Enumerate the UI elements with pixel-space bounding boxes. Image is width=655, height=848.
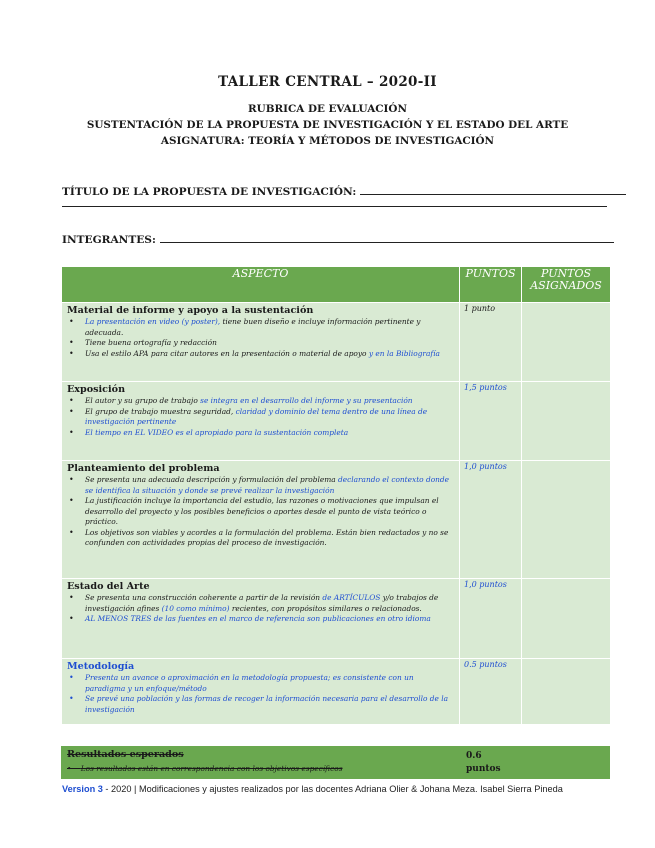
list-item: • Se prevé una población y las formas de recoger la información necesaria para el desarrollo de la investigación <box>67 694 454 715</box>
aspect-cell <box>62 579 460 659</box>
results-title: Resultados esperados <box>67 749 184 760</box>
results-item: • Los resultados están en correspondencia con los objetivos específicos <box>67 764 343 773</box>
points-cell: 1,0 puntos <box>460 579 522 659</box>
aspect-title: Planteamiento del problema <box>67 463 220 474</box>
members-field[interactable] <box>62 233 614 246</box>
version-label: Version 3 <box>62 784 103 794</box>
list-item: • Se presenta una construcción coherente a partir de la revisión de ARTÍCULOS y/o trabajos de investigación afines (10 como mínimo) recientes, con propósitos similares o relacionados. <box>67 593 454 614</box>
list-item: • Tiene buena ortografía y redacción <box>67 338 454 349</box>
assigned-points-cell[interactable] <box>522 382 611 461</box>
list-item: • La justificación incluye la importancia del estudio, las razones o motivaciones que impulsan el desarrollo del proyecto y los posibles beneficios o aportes desde el punto de vista teórico o práctico. <box>67 496 454 528</box>
list-item: • AL MENOS TRES de las fuentes en el marco de referencia son publicaciones en otro idioma <box>67 614 454 625</box>
list-item: • Presenta un avance o aproximación en la metodología propuesta; es consistente con un paradigma y un enfoque/método <box>67 673 454 694</box>
rubric-subtitle: SUSTENTACIÓN DE LA PROPUESTA DE INVESTIGACIÓN Y EL ESTADO DEL ARTE <box>86 119 569 131</box>
aspect-cell <box>62 659 460 725</box>
points-cell: 0.5 puntos <box>460 659 522 725</box>
proposal-title-field[interactable] <box>62 185 626 198</box>
footer-note <box>62 783 612 795</box>
rubric-table <box>61 266 611 725</box>
aspect-cell <box>62 382 460 461</box>
assigned-points-cell[interactable] <box>522 579 611 659</box>
members-label: INTEGRANTES: <box>62 234 156 246</box>
proposal-title-line-2[interactable] <box>62 206 607 207</box>
list-item: • El tiempo en EL VIDEO es el apropiado para la sustentación completa <box>67 428 454 439</box>
results-points: 0.6 puntos <box>466 751 501 774</box>
assigned-points-cell[interactable] <box>522 461 611 579</box>
header-puntos: PUNTOS <box>460 267 522 303</box>
results-row <box>61 746 610 779</box>
table-header-row <box>62 267 611 303</box>
points-cell: 1,5 puntos <box>460 382 522 461</box>
list-item: • Se presenta una adecuada descripción y formulación del problema declarando el contexto donde se identifica la situación y donde se prevé realizar la investigación <box>67 475 454 496</box>
points-cell: 1,0 puntos <box>460 461 522 579</box>
list-item: • Los objetivos son viables y acordes a la formulación del problema. Están bien redactados y no se confunden con actividades propias del proceso de investigación. <box>67 528 454 549</box>
page-title: TALLER CENTRAL – 2020-II <box>218 74 437 90</box>
list-item: • La presentación en video (y poster), tiene buen diseño e incluye información pertinente y adecuada. <box>67 317 454 338</box>
points-cell: 1 punto <box>460 303 522 382</box>
assigned-points-cell[interactable] <box>522 303 611 382</box>
aspect-cell <box>62 303 460 382</box>
aspect-title: Estado del Arte <box>67 581 150 592</box>
aspect-title: Exposición <box>67 384 126 395</box>
aspect-title: Material de informe y apoyo a la sustentación <box>67 305 314 316</box>
table-row <box>62 382 611 461</box>
list-item: • El grupo de trabajo muestra seguridad, claridad y dominio del tema dentro de una línea de investigación pertinente <box>67 407 454 428</box>
table-row <box>62 579 611 659</box>
table-row <box>62 461 611 579</box>
aspect-title: Metodología <box>67 661 135 672</box>
header-puntos-asignados: PUNTOS ASIGNADOS <box>522 267 611 303</box>
aspect-cell <box>62 461 460 579</box>
assigned-points-cell[interactable] <box>522 659 611 725</box>
footer-text: - 2020 | Modificaciones y ajustes realizados por las docentes Adriana Olier & Johana Meza. Isabel Sierra Pineda <box>102 784 563 794</box>
course-subtitle: ASIGNATURA: TEORÍA Y MÉTODOS DE INVESTIGACIÓN <box>160 135 495 147</box>
table-row <box>62 659 611 725</box>
proposal-title-label: TÍTULO DE LA PROPUESTA DE INVESTIGACIÓN: <box>62 186 357 198</box>
table-row <box>62 303 611 382</box>
list-item: • El autor y su grupo de trabajo se integra en el desarrollo del informe y su presentación <box>67 396 454 407</box>
list-item: • Usa el estilo APA para citar autores en la presentación o material de apoyo y en la Bibliografía <box>67 349 454 360</box>
rubric-title: RUBRICA DE EVALUACIÓN <box>248 103 407 115</box>
header-aspecto: ASPECTO <box>62 267 460 303</box>
